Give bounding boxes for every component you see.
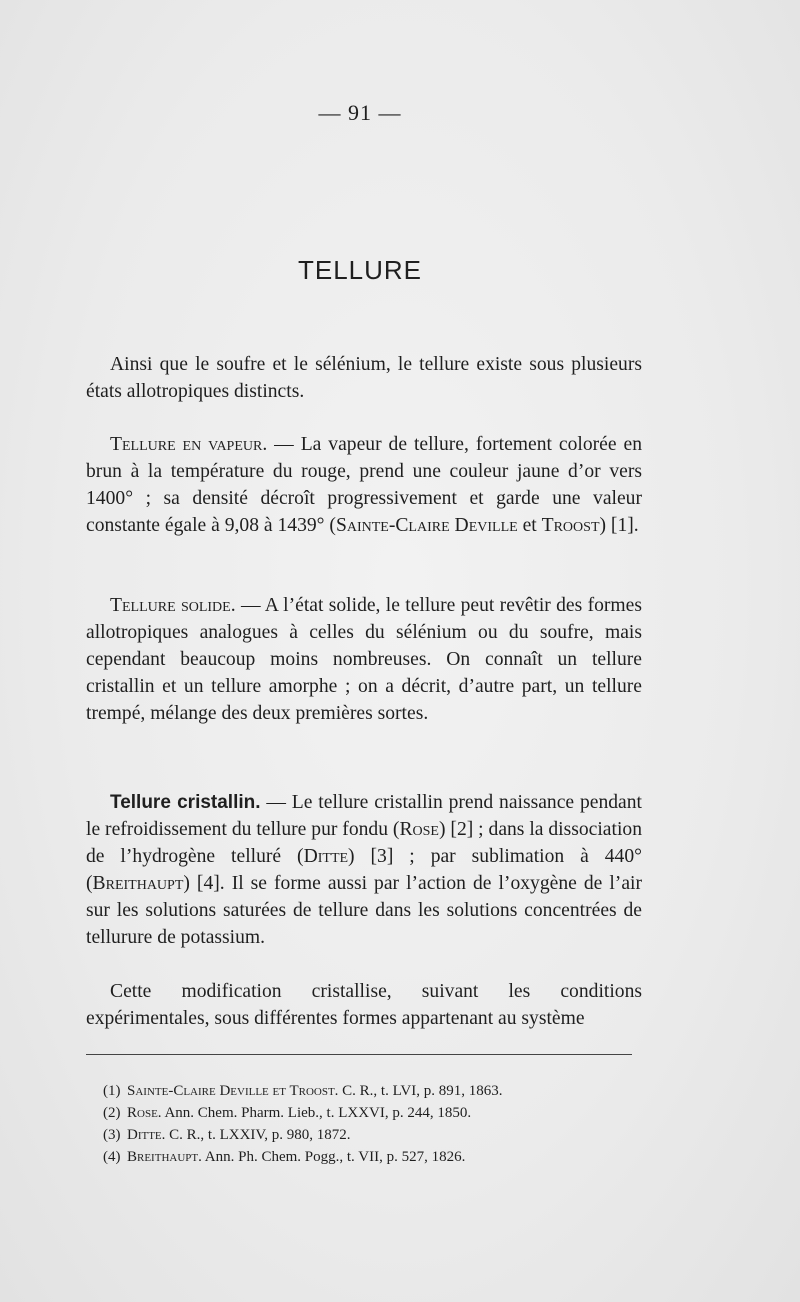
- footnote-author: Rose.: [127, 1105, 162, 1121]
- footnotes: [103, 1080, 643, 1168]
- author-sainte-claire-deville: Sainte-Claire Deville: [335, 515, 518, 536]
- vapeur-text-a: — La vapeur de tellure, fortement colorée en brun à la température du rouge, prend une couleur jaune d’or vers 1400° ; sa densité décroît progressivement et garde une valeur constante égale à 9,08 à 1439° (: [86, 434, 642, 536]
- author-rose: Rose: [399, 819, 439, 840]
- footnote-ref: C. R., t. LXXIV, p. 980, 1872.: [165, 1127, 351, 1143]
- solide-text: — A l’état solide, le tellure peut revêtir des formes allotropiques analogues à celles du sélénium ou du soufre, mais cependant beaucoup moins nombreuses. On connaît un tellure cristallin et un tellure amorphe ; on a décrit, d’autre part, un tellure trempé, mélange des deux premières sortes.: [86, 595, 642, 724]
- footnote-2: [103, 1102, 643, 1124]
- paragraph-tellure-vapeur-text: [86, 431, 642, 539]
- section-head-cristallin: Tellure cristallin.: [110, 792, 261, 813]
- cristallin-text-d: ) [4]. Il se forme aussi par l’action de l’oxygène de l’air sur les solutions saturées de tellure dans les solutions concentrées de tellurure de potassium.: [86, 873, 642, 948]
- footnote-divider: [86, 1054, 632, 1055]
- paragraph-tellure-solide-text: [86, 592, 642, 727]
- author-breithaupt: Breithaupt: [92, 873, 184, 894]
- paragraph-tellure-cristallin-text: [86, 789, 642, 951]
- footnote-mark: (1): [103, 1083, 121, 1099]
- paragraph-tellure-vapeur: [86, 431, 642, 539]
- footnote-author: Sainte-Claire Deville et Troost.: [127, 1083, 339, 1099]
- author-troost: Troost: [541, 515, 600, 536]
- footnote-ref: Ann. Chem. Pharm. Lieb., t. LXXVI, p. 244, 1850.: [161, 1105, 472, 1121]
- footnote-4: [103, 1146, 643, 1168]
- footnote-mark: (3): [103, 1127, 121, 1143]
- footnote-ref: C. R., t. LVI, p. 891, 1863.: [338, 1083, 503, 1099]
- paragraph-intro: [86, 351, 642, 405]
- paragraph-modification: [86, 978, 642, 1032]
- footnote-3: [103, 1124, 643, 1146]
- footnote-ref: Ann. Ph. Chem. Pogg., t. VII, p. 527, 1826.: [201, 1149, 466, 1165]
- cristallin-text-c: ) [3] ; par sublimation à 440° (: [86, 846, 642, 894]
- cristallin-text-a: — Le tellure cristallin prend naissance pendant le refroidissement du tellure pur fondu (: [86, 792, 642, 840]
- footnote-mark: (2): [103, 1105, 121, 1121]
- section-head-solide: Tellure solide.: [110, 595, 236, 616]
- section-head-vapeur: Tellure en vapeur.: [110, 434, 268, 455]
- footnote-author: Breithaupt.: [127, 1149, 202, 1165]
- author-ditte: Ditte: [303, 846, 349, 867]
- page-number: — 91 —: [318, 100, 402, 125]
- paragraph-tellure-solide: [86, 592, 642, 727]
- vapeur-and: et: [517, 515, 542, 536]
- paragraph-intro-text: Ainsi que le soufre et le sélénium, le tellure existe sous plusieurs états allotropiques distincts.: [86, 354, 642, 402]
- chapter-title: TELLURE: [297, 255, 423, 285]
- paragraph-modification-text: Cette modification cristallise, suivant les conditions expérimentales, sous différentes formes appartenant au système: [86, 981, 642, 1029]
- vapeur-text-b: ) [1].: [599, 515, 639, 536]
- footnote-1: [103, 1080, 643, 1102]
- cristallin-text-b: ) [2] ; dans la dissociation de l’hydrogène telluré (: [86, 819, 642, 867]
- footnote-mark: (4): [103, 1149, 121, 1165]
- paragraph-tellure-cristallin: [86, 789, 642, 951]
- footnote-author: Ditte.: [127, 1127, 166, 1143]
